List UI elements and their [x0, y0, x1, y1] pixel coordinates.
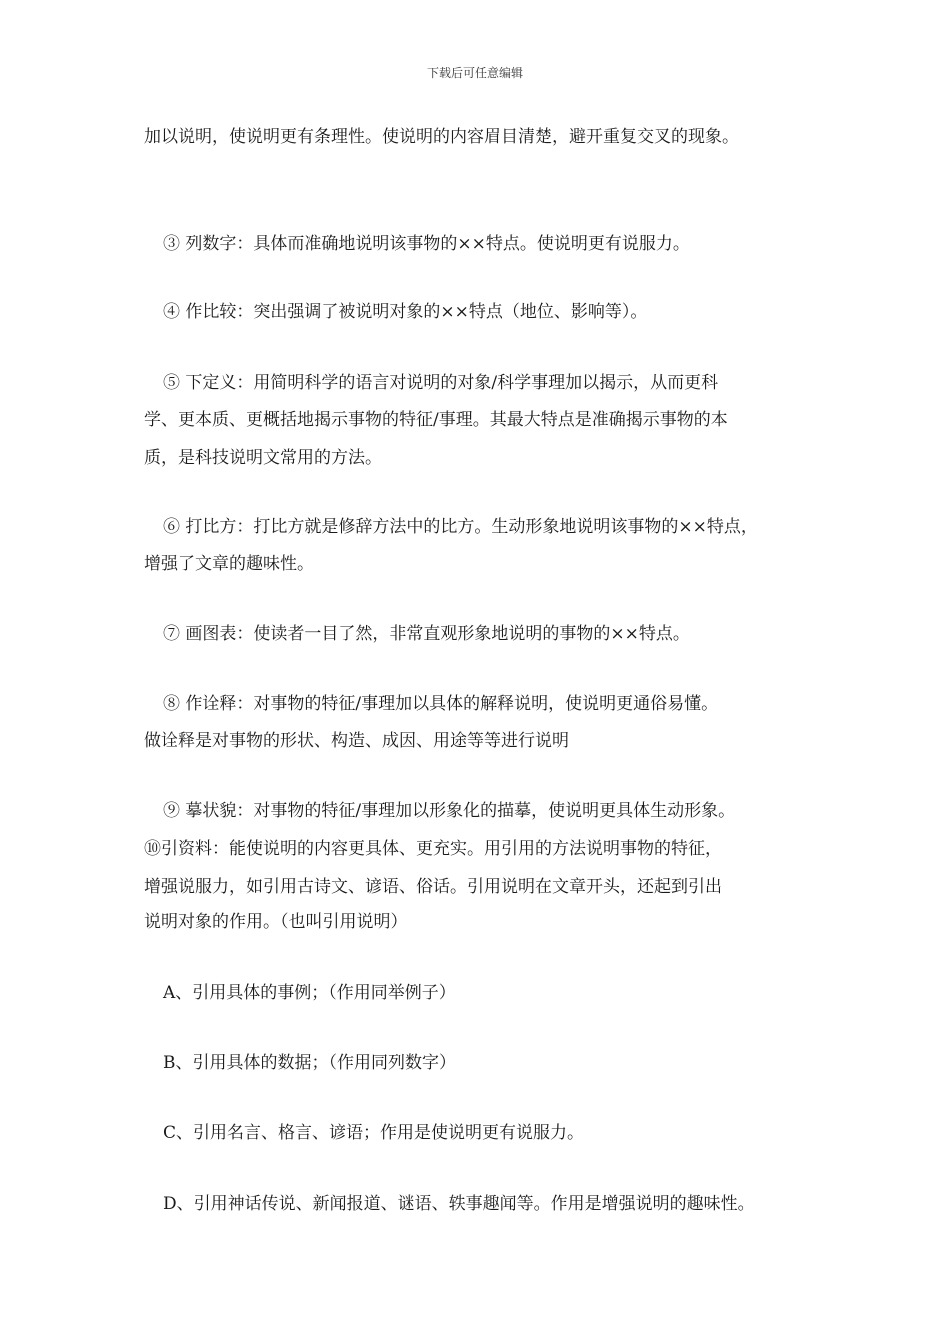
paragraph-line: ⑤ 下定义：用简明科学的语言对说明的对象/科学事理加以揭示，从而更科	[163, 373, 719, 393]
paragraph-line: 加以说明，使说明更有条理性。使说明的内容眉目清楚，避开重复交叉的现象。	[144, 127, 739, 147]
paragraph-line: ④ 作比较：突出强调了被说明对象的××特点（地位、影响等）。	[163, 302, 648, 322]
paragraph-line: 增强说服力，如引用古诗文、谚语、俗话。引用说明在文章开头，还起到引出	[144, 877, 722, 897]
paragraph-line: ⑦ 画图表：使读者一目了然，非常直观形象地说明的事物的××特点。	[163, 624, 690, 644]
paragraph-line: 做诠释是对事物的形状、构造、成因、用途等等进行说明	[144, 731, 569, 751]
page-header: 下载后可任意编辑	[426, 66, 523, 80]
paragraph-line: ⑨ 摹状貌：对事物的特征/事理加以形象化的描摹，使说明更具体生动形象。	[163, 801, 736, 821]
paragraph-line: A、引用具体的事例；（作用同举例子）	[163, 983, 456, 1003]
paragraph-line: ③ 列数字：具体而准确地说明该事物的××特点。使说明更有说服力。	[163, 234, 690, 254]
paragraph-line: 说明对象的作用。（也叫引用说明）	[144, 912, 408, 932]
paragraph-line: 增强了文章的趣味性。	[144, 554, 314, 574]
paragraph-line: ⑥ 打比方：打比方就是修辞方法中的比方。生动形象地说明该事物的××特点，	[163, 517, 758, 537]
paragraph-line: D、引用神话传说、新闻报道、谜语、轶事趣闻等。作用是增强说明的趣味性。	[163, 1194, 755, 1214]
paragraph-line: ⑩引资料：能使说明的内容更具体、更充实。用引用的方法说明事物的特征，	[144, 839, 722, 859]
paragraph-line: 质，是科技说明文常用的方法。	[144, 448, 382, 468]
paragraph-line: 学、更本质、更概括地揭示事物的特征/事理。其最大特点是准确揭示事物的本	[144, 410, 728, 430]
paragraph-line: C、引用名言、格言、谚语；作用是使说明更有说服力。	[163, 1123, 585, 1143]
paragraph-line: ⑧ 作诠释：对事物的特征/事理加以具体的解释说明，使说明更通俗易懂。	[163, 694, 719, 714]
paragraph-line: B、引用具体的数据；（作用同列数字）	[163, 1053, 456, 1073]
